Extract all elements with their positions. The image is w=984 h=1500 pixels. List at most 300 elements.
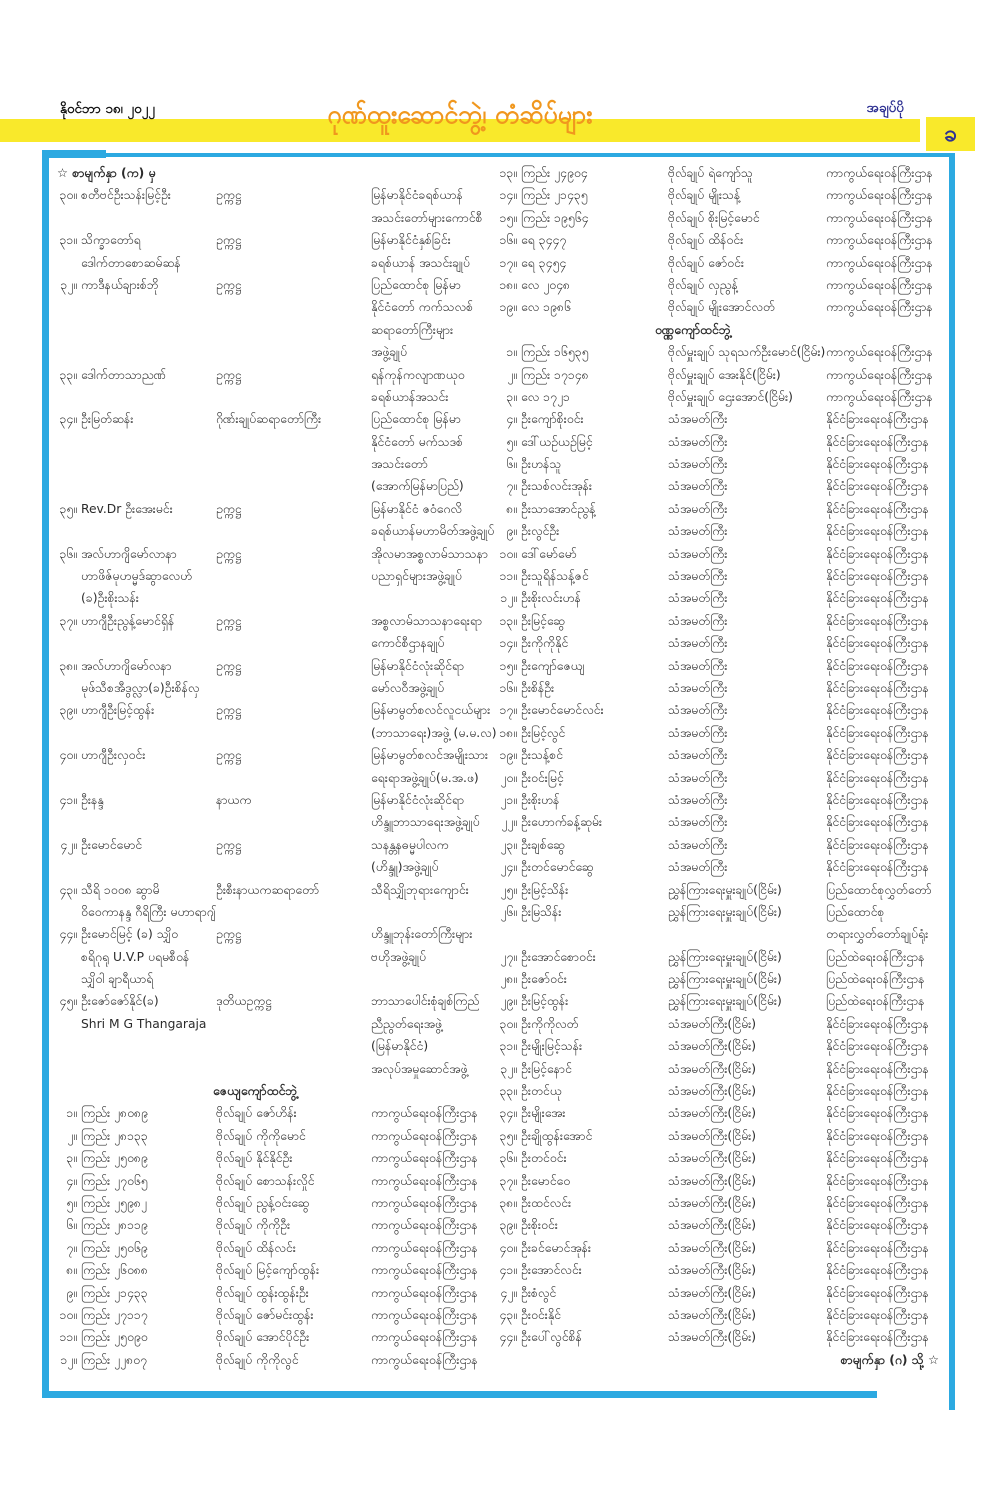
frame-top-corner-bar bbox=[42, 150, 106, 158]
organization: နိုင်ငံခြားရေးဝန်ကြီးဌာန bbox=[826, 815, 929, 830]
table-row bbox=[55, 1147, 497, 1169]
table-row bbox=[55, 543, 497, 565]
name-or-id: ကာဒီနယ်ချားစ်ဘို bbox=[81, 277, 159, 292]
row-number: ၃၅။ bbox=[59, 501, 77, 516]
organization: ပြည်ထဲရေးဝန်ကြီးဌာန bbox=[826, 994, 925, 1009]
row-number: ၃၇။ bbox=[59, 613, 77, 628]
organization: တရားလွှတ်တော်ချုပ်ရုံး bbox=[826, 927, 929, 942]
organization: ဟိန္ဒူဘာသာရေးအဖွဲ့ချုပ် bbox=[371, 815, 480, 830]
table-row bbox=[497, 1013, 949, 1035]
name-or-id: ဒေါ်ယဉ်ယဉ်မြင့် bbox=[521, 434, 593, 449]
name-or-id: ကြည်း ၁၇၁၄၈ bbox=[521, 367, 589, 382]
rank-or-role: ညွှန်ကြားရေးမှူးချုပ်(ငြိမ်း) bbox=[668, 994, 782, 1009]
name-or-id: ဦးမြသိန်း bbox=[521, 904, 562, 919]
table-row bbox=[497, 744, 949, 766]
name-or-id bbox=[521, 923, 668, 945]
organization: ကာကွယ်ရေးဝန်ကြီးဌာန bbox=[826, 255, 933, 270]
name-or-id: ဦးသာအောင်ညွန့် bbox=[521, 501, 596, 516]
name-or-id: ဦးခင်မောင်အုန်း bbox=[521, 1240, 592, 1255]
table-row bbox=[55, 767, 497, 789]
row-number: ၁၃။ bbox=[499, 166, 517, 180]
table-row bbox=[55, 565, 497, 587]
organization: နိုင်ငံခြားရေးဝန်ကြီးဌာန bbox=[826, 1061, 929, 1076]
table-row bbox=[55, 722, 497, 744]
organization: ခရစ်ယာန်အသင်း bbox=[371, 389, 449, 404]
name-or-id: စရိဂုရု U.V.P ပရမစီဝန် bbox=[81, 949, 190, 964]
rank-or-role: သံအမတ်ကြီး bbox=[668, 815, 728, 830]
page-number-box: ခ bbox=[926, 117, 975, 151]
table-row bbox=[497, 184, 949, 206]
table-row bbox=[497, 834, 949, 856]
name-or-id bbox=[81, 341, 216, 363]
table-row bbox=[55, 1170, 497, 1192]
row-number bbox=[55, 475, 81, 497]
row-number: ၂၁။ bbox=[500, 792, 517, 807]
organization bbox=[371, 901, 497, 923]
rank-or-role: ဗိုလ်ချုပ် ထွန်းထွန်းဦး bbox=[216, 1285, 309, 1300]
row-number bbox=[55, 431, 81, 453]
row-number: ၇။ bbox=[506, 479, 517, 494]
organization: ကာကွယ်ရေးဝန်ကြီးဌာန bbox=[371, 1307, 478, 1322]
name-or-id: ဦးဝင်းမြင့် bbox=[521, 770, 564, 785]
row-number: ၂၀။ bbox=[500, 770, 517, 785]
table-row bbox=[497, 1058, 949, 1080]
name-or-id: ဦးသစ်လင်းအုန်း bbox=[521, 479, 592, 494]
organization: သီရိသျှိုဘုရားကျောင်း bbox=[371, 882, 469, 897]
rank-or-role: ဒုတိယဥက္ကဋ္ဌ bbox=[216, 994, 272, 1009]
name-or-id: ဦးချိုထွန်းအောင် bbox=[521, 1128, 593, 1143]
rank-or-role: ဥက္ကဋ္ဌ bbox=[216, 658, 242, 673]
section-heading: ဝဏ္ဏကျော်ထင်ဘွဲ့ bbox=[655, 322, 731, 337]
name-or-id: ဦးအောင်စောဝင်း bbox=[521, 949, 596, 964]
table-row bbox=[497, 1147, 949, 1169]
right-column bbox=[497, 162, 949, 1371]
row-number: ၂။ bbox=[507, 367, 517, 382]
organization: ကာကွယ်ရေးဝန်ကြီးဌာန bbox=[371, 1128, 478, 1143]
name-or-id: ဦးသူရိန်သန့်ဇင် bbox=[521, 569, 589, 584]
name-or-id: ကြည်း ၂၈၁၁၉ bbox=[81, 1218, 148, 1233]
organization: ရေးရာအဖွဲ့ချုပ်(မ.အ.ဖ) bbox=[371, 770, 479, 785]
row-number bbox=[55, 1035, 81, 1057]
name-or-id: ဦးကိုကိုနိုင် bbox=[521, 636, 569, 651]
organization: နိုင်ငံခြားရေးဝန်ကြီးဌာန bbox=[826, 703, 929, 718]
rank-or-role: သံအမတ်ကြီး bbox=[668, 434, 728, 449]
row-number: ၁၅။ bbox=[499, 210, 517, 225]
name-or-id: ဦးမြတ်ဆန်း bbox=[81, 412, 134, 427]
row-number: ၃။ bbox=[66, 1151, 77, 1166]
rank-or-role: သံအမတ်ကြီး(ငြိမ်း) bbox=[668, 1195, 757, 1210]
organization: မြန်မာနိုင်ငံနှစ်ခြင်း bbox=[371, 233, 451, 248]
name-or-id bbox=[81, 520, 216, 542]
name-or-id bbox=[81, 632, 216, 654]
rank-or-role: ဗိုလ်ချုပ် ရဲကျော်သူ bbox=[668, 166, 753, 180]
rank-or-role: သံအမတ်ကြီး bbox=[668, 725, 728, 740]
row-number: ၃၄။ bbox=[59, 412, 77, 427]
name-or-id: ဦးဟောက်ခန့်ဆုမ်း bbox=[521, 815, 603, 830]
name-or-id: ဦးမြင့်နောင် bbox=[521, 1061, 572, 1076]
organization: ကာကွယ်ရေးဝန်ကြီးဌာန bbox=[826, 233, 933, 248]
name-or-id: ဦးစံလွင် bbox=[521, 1285, 557, 1300]
row-number: ၂၇။ bbox=[500, 949, 517, 964]
organization: နိုင်ငံခြားရေးဝန်ကြီးဌာန bbox=[826, 1106, 929, 1121]
organization: မြန်မာနိုင်ငံခရစ်ယာန် bbox=[371, 188, 463, 203]
table-row bbox=[55, 789, 497, 811]
name-or-id: ဦးမောင်ဝေ bbox=[521, 1173, 571, 1188]
name-or-id bbox=[81, 475, 216, 497]
table-row bbox=[497, 252, 949, 274]
row-number: ၂၄။ bbox=[500, 860, 517, 875]
table-row bbox=[497, 1192, 949, 1214]
organization: နိုင်ငံခြားရေးဝန်ကြီးဌာန bbox=[826, 524, 929, 539]
organization: နိုင်ငံခြားရေးဝန်ကြီးဌာန bbox=[826, 457, 929, 472]
organization: နိုင်ငံခြားရေးဝန်ကြီးဌာန bbox=[826, 837, 929, 852]
row-number bbox=[55, 811, 81, 833]
rank-or-role bbox=[216, 587, 371, 609]
name-or-id bbox=[81, 296, 216, 318]
row-number: ၁၁။ bbox=[499, 569, 517, 584]
name-or-id: ကြည်း ၁၆၅၃၅ bbox=[521, 345, 589, 360]
rank-or-role bbox=[216, 856, 371, 878]
rank-or-role: သံအမတ်ကြီး(ငြိမ်း) bbox=[668, 1240, 757, 1255]
table-row bbox=[497, 1282, 949, 1304]
name-or-id: ကြည်း ၂၁၄၃၅ bbox=[521, 188, 588, 203]
name-or-id bbox=[81, 767, 216, 789]
rank-or-role: ဗိုလ်မှူးချုပ် သုရသက်ဦးမောင်(ငြိမ်း) bbox=[668, 345, 826, 360]
rank-or-role: သံအမတ်ကြီး bbox=[668, 524, 728, 539]
rank-or-role: သံအမတ်ကြီး bbox=[668, 680, 728, 695]
row-number: ၃၉။ bbox=[59, 703, 77, 718]
organization: မြန်မာနိုင်ငံလုံးဆိုင်ရာ bbox=[371, 792, 465, 807]
rank-or-role: ဗိုလ်ချုပ် ဇော်ဝင်း bbox=[668, 255, 744, 270]
row-number: ၃၁။ bbox=[499, 1039, 517, 1054]
rank-or-role: ဗိုလ်မှူးချုပ် ဌေးအောင်(ငြိမ်း) bbox=[668, 389, 793, 404]
row-number bbox=[55, 252, 81, 274]
rank-or-role: သံအမတ်ကြီး(ငြိမ်း) bbox=[668, 1084, 757, 1099]
name-or-id: လေ ၁၉၈၆ bbox=[521, 300, 571, 315]
organization: နိုင်ငံခြားရေးဝန်ကြီးဌာန bbox=[826, 680, 929, 695]
organization: ပြည်ထောင်စု မြန်မာ bbox=[371, 412, 461, 427]
table-row bbox=[55, 341, 497, 363]
rank-or-role bbox=[216, 1035, 371, 1057]
name-or-id: ကြည်း ၂၅၀၆၉ bbox=[81, 1240, 148, 1255]
rank-or-role: သံအမတ်ကြီး(ငြိမ်း) bbox=[668, 1061, 757, 1076]
organization: ဗဟိုအဖွဲ့ချုပ် bbox=[371, 949, 427, 964]
table-row bbox=[55, 1282, 497, 1304]
row-number: ၁၂။ bbox=[60, 1352, 77, 1367]
table-row bbox=[497, 453, 949, 475]
row-number: ၁၁။ bbox=[59, 1330, 77, 1345]
rank-or-role: ဗိုလ်ချုပ် ဇော်ဟိန်း bbox=[216, 1106, 297, 1121]
row-number: ၄၃။ bbox=[59, 882, 77, 897]
table-row bbox=[55, 475, 497, 497]
table-row bbox=[497, 1170, 949, 1192]
rank-or-role: သံအမတ်ကြီး(ငြိမ်း) bbox=[668, 1039, 757, 1054]
row-number: ၃၀။ bbox=[59, 188, 77, 203]
rank-or-role: ဥက္ကဋ္ဌ bbox=[216, 546, 242, 561]
row-number: ၂၉။ bbox=[500, 994, 517, 1009]
organization: ကာကွယ်ရေးဝန်ကြီးဌာန bbox=[371, 1195, 478, 1210]
name-or-id: ဦးမောင်မြင့် (ခ) သျှိဝ bbox=[81, 927, 178, 942]
rank-or-role: ဗိုလ်ချုပ် ကိုကိုလွင် bbox=[216, 1352, 299, 1367]
row-number: ၇။ bbox=[66, 1240, 77, 1255]
table-row bbox=[497, 229, 949, 251]
organization: နိုင်ငံခြားရေးဝန်ကြီးဌာန bbox=[826, 501, 929, 516]
row-number bbox=[55, 453, 81, 475]
organization: နိုင်ငံခြားရေးဝန်ကြီးဌာန bbox=[826, 1330, 929, 1345]
name-or-id: ကြည်း ၂၈၁၃၃ bbox=[81, 1128, 148, 1143]
organization: နိုင်ငံခြားရေးဝန်ကြီးဌာန bbox=[826, 479, 929, 494]
table-row bbox=[55, 1237, 497, 1259]
organization: ကာကွယ်ရေးဝန်ကြီးဌာန bbox=[826, 166, 933, 180]
table-frame bbox=[42, 150, 955, 1398]
organization: ကာကွယ်ရေးဝန်ကြီးဌာန bbox=[371, 1218, 478, 1233]
rank-or-role: သံအမတ်ကြီး(ငြိမ်း) bbox=[668, 1263, 757, 1278]
row-number: ၁၆။ bbox=[499, 680, 517, 695]
name-or-id: ဦးလွင်ဦး bbox=[521, 524, 560, 539]
table-row bbox=[55, 296, 497, 318]
name-or-id: ဦးစိုးဟန် bbox=[521, 792, 560, 807]
frame-top-bar bbox=[106, 153, 955, 157]
left-column bbox=[55, 162, 497, 1371]
rank-or-role: သံအမတ်ကြီး(ငြိမ်း) bbox=[668, 1307, 757, 1322]
name-or-id: ဦးနန္ဒ bbox=[81, 792, 104, 807]
table-row bbox=[55, 632, 497, 654]
table-row bbox=[55, 990, 497, 1012]
rank-or-role: သံအမတ်ကြီး(ငြိမ်း) bbox=[668, 1330, 757, 1345]
row-number bbox=[55, 722, 81, 744]
organization: အသင်းတော် bbox=[371, 457, 428, 472]
row-number: ၃၃။ bbox=[499, 1084, 517, 1099]
rank-or-role: ဗိုလ်ချုပ် မျိုးအောင်လတ် bbox=[668, 300, 775, 315]
name-or-id: ဒေါက်တာသာညဏ် bbox=[81, 367, 167, 382]
table-row bbox=[55, 1214, 497, 1236]
rank-or-role: သံအမတ်ကြီး bbox=[668, 591, 728, 606]
frame-right-bar bbox=[949, 153, 955, 1410]
frame-bottom-bar bbox=[42, 1391, 877, 1398]
table-row bbox=[497, 677, 949, 699]
name-or-id: ကြည်း ၂၆၀၈၈ bbox=[81, 1263, 148, 1278]
organization: ကာကွယ်ရေးဝန်ကြီးဌာန bbox=[826, 345, 933, 360]
rank-or-role: ဥက္ကဋ္ဌ bbox=[216, 233, 242, 248]
name-or-id: ဦးဝင်းနိုင် bbox=[521, 1307, 561, 1322]
row-number: ၄၂။ bbox=[60, 837, 77, 852]
rank-or-role: သံအမတ်ကြီး bbox=[668, 860, 728, 875]
row-number: ၁၅။ bbox=[499, 658, 517, 673]
name-or-id: မုဖ်သီစအီဒွလ္လာ(ခ)ဦးစိန်လှ bbox=[81, 680, 200, 695]
organization: နိုင်ငံခြားရေးဝန်ကြီးဌာန bbox=[826, 1128, 929, 1143]
rank-or-role bbox=[216, 252, 371, 274]
row-number: ၄။ bbox=[506, 412, 517, 427]
row-number: ၄၃။ bbox=[499, 1307, 517, 1322]
table-row bbox=[497, 1259, 949, 1281]
rank-or-role: သံအမတ်ကြီး(ငြိမ်း) bbox=[668, 1128, 757, 1143]
name-or-id: ဦးမောင်မောင် bbox=[81, 837, 143, 852]
table-row bbox=[55, 901, 497, 923]
name-or-id: စတီဗင်ဦးသန်းမြင့်ဦး bbox=[81, 188, 171, 203]
organization: ပြည်ထောင်စု bbox=[826, 904, 885, 919]
row-number: ၃၂။ bbox=[60, 277, 77, 292]
rank-or-role: ဗိုလ်ချုပ် ညွန့်ဝင်းဆွေ bbox=[216, 1195, 310, 1210]
rank-or-role: ဥက္ကဋ္ဌ bbox=[216, 367, 242, 382]
rank-or-role: သံအမတ်ကြီး bbox=[668, 569, 728, 584]
rank-or-role bbox=[216, 901, 371, 923]
table-row bbox=[497, 1304, 949, 1326]
name-or-id: ကြည်း ၂၄၉၀၄ bbox=[521, 166, 588, 180]
name-or-id: ကြည်း ၂၇၁၁၇ bbox=[81, 1307, 148, 1322]
organization: ကာကွယ်ရေးဝန်ကြီးဌာန bbox=[371, 1285, 478, 1300]
table-row bbox=[55, 498, 497, 520]
table-row bbox=[497, 587, 949, 609]
name-or-id: ကြည်း ၂၇၀၆၅ bbox=[81, 1173, 148, 1188]
rank-or-role bbox=[216, 341, 371, 363]
name-or-id: Shri M G Thangaraja bbox=[81, 1016, 207, 1031]
row-number bbox=[55, 565, 81, 587]
row-number: ၁၈။ bbox=[499, 725, 517, 740]
table-row bbox=[497, 296, 949, 318]
row-number: ၃၈။ bbox=[59, 658, 77, 673]
name-or-id: ကြည်း ၂၅၀၉၀ bbox=[81, 1330, 148, 1345]
table-row bbox=[55, 856, 497, 878]
table-row bbox=[55, 319, 497, 341]
table-row bbox=[497, 520, 949, 542]
row-number: ၃၉။ bbox=[499, 1218, 517, 1233]
name-or-id: ဟာဖိဇ်မုဟမ္မဒ်ဆွာလေဟ် bbox=[81, 569, 193, 584]
row-number: ၃၆။ bbox=[59, 546, 77, 561]
organization: ပြည်ထောင်စုလွှတ်တော် bbox=[826, 882, 932, 897]
organization: နိုင်ငံခြားရေးဝန်ကြီးဌာန bbox=[826, 1151, 929, 1166]
organization: (အောက်မြန်မာပြည်) bbox=[371, 479, 464, 494]
name-or-id: သီရိ ၁၀၀၈ ဆွာမိ bbox=[81, 882, 160, 897]
organization: အဖွဲ့ချုပ် bbox=[371, 345, 407, 360]
table-row bbox=[497, 879, 949, 901]
table-row bbox=[55, 1326, 497, 1348]
name-or-id: ဦးစိုးလင်းဟန် bbox=[521, 591, 581, 606]
name-or-id: ဦးစိုးဝင်း bbox=[521, 1218, 558, 1233]
table-row bbox=[55, 207, 497, 229]
rank-or-role: ဗိုလ်ချုပ် ဇော်မင်းထွန်း bbox=[216, 1307, 314, 1322]
row-number bbox=[55, 1013, 81, 1035]
row-number: ၁၈။ bbox=[499, 277, 517, 292]
organization bbox=[371, 587, 497, 609]
name-or-id: ဦးတင်မောင်ဆွေ bbox=[521, 860, 594, 875]
name-or-id: လေ ၁၇၂၁ bbox=[521, 389, 570, 404]
organization: ကောင်စီဌာနချုပ် bbox=[371, 636, 445, 651]
rank-or-role: သံအမတ်ကြီး bbox=[668, 457, 728, 472]
table-row bbox=[55, 1013, 497, 1035]
row-number bbox=[55, 856, 81, 878]
table-row bbox=[55, 252, 497, 274]
organization: ခရစ်ယာန် အသင်းချုပ် bbox=[371, 255, 470, 270]
table-row bbox=[497, 990, 949, 1012]
rank-or-role bbox=[216, 207, 371, 229]
row-number: ၁၂။ bbox=[500, 591, 517, 606]
name-or-id: ဒေါ်မော်မော် bbox=[521, 546, 577, 561]
rank-or-role: သံအမတ်ကြီး(ငြိမ်း) bbox=[668, 1106, 757, 1121]
organization: နိုင်ငံခြားရေးဝန်ကြီးဌာန bbox=[826, 546, 929, 561]
organization: ပြည်ထဲရေးဝန်ကြီးဌာန bbox=[826, 972, 925, 987]
row-number: ၄၀။ bbox=[499, 1240, 517, 1255]
name-or-id bbox=[81, 453, 216, 475]
table-row bbox=[497, 699, 949, 721]
organization: ကာကွယ်ရေးဝန်ကြီးဌာန bbox=[371, 1330, 478, 1345]
row-number: ၃၈။ bbox=[499, 1195, 517, 1210]
row-number: ၉။ bbox=[506, 524, 517, 539]
rank-or-role: သံအမတ်ကြီး bbox=[668, 479, 728, 494]
row-number: ၁၃။ bbox=[499, 613, 517, 628]
rank-or-role bbox=[216, 475, 371, 497]
table-row bbox=[55, 1035, 497, 1057]
row-number: ၈။ bbox=[506, 501, 517, 516]
name-or-id: ကြည်း ၂၁၄၃၃ bbox=[81, 1285, 148, 1300]
organization: ဟိန္ဒူဘုန်းတော်ကြီးများ bbox=[371, 927, 473, 942]
organization: ဆရာတော်ကြီးများ bbox=[371, 322, 454, 337]
row-number bbox=[55, 319, 81, 341]
row-number: ၁၀။ bbox=[499, 546, 517, 561]
organization: ညီညွတ်ရေးအဖွဲ့ bbox=[371, 1016, 442, 1031]
name-or-id: ဦးမျိုးမြင့်သန်း bbox=[521, 1039, 583, 1054]
name-or-id bbox=[81, 207, 216, 229]
rank-or-role bbox=[216, 677, 371, 699]
organization: အသင်းတော်များကောင်စီ bbox=[371, 210, 483, 225]
table-row bbox=[497, 543, 949, 565]
name-or-id: ဦးမောင်မောင်လင်း bbox=[521, 703, 604, 718]
rank-or-role: ဗိုလ်ချုပ် မြင့်ကျော်ထွန်း bbox=[216, 1263, 320, 1278]
organization: နိုင်ငံခြားရေးဝန်ကြီးဌာန bbox=[826, 1173, 929, 1188]
row-number: ၄၀။ bbox=[59, 748, 77, 763]
name-or-id bbox=[81, 1058, 216, 1080]
organization: မြန်မာနိုင်ငံ ဇဝံဂေလိ bbox=[371, 501, 462, 516]
name-or-id: အလ်ဟာဂျိမော်လနာ bbox=[81, 658, 172, 673]
table-row bbox=[55, 386, 497, 408]
row-number: ၁။ bbox=[66, 1106, 77, 1121]
rank-or-role: ဥက္ကဋ္ဌ bbox=[216, 703, 242, 718]
name-or-id bbox=[81, 811, 216, 833]
organization: ရန်ကုန်ကလျာဏယုဝ bbox=[371, 367, 465, 382]
name-or-id: အလ်ဟာဂျိမော်လာနာ bbox=[81, 546, 177, 561]
rank-or-role bbox=[216, 453, 371, 475]
rank-or-role: သံအမတ်ကြီး bbox=[668, 613, 728, 628]
row-number: ၁၀။ bbox=[59, 1307, 77, 1322]
organization: မြန်မာမွတ်စလင်လူငယ်များ bbox=[371, 703, 491, 718]
name-or-id: ရေ ၃၄၅၄ bbox=[521, 255, 567, 270]
name-or-id bbox=[81, 722, 216, 744]
row-number bbox=[55, 296, 81, 318]
table-row bbox=[497, 1035, 949, 1057]
rank-or-role: သံအမတ်ကြီး bbox=[668, 748, 728, 763]
name-or-id: ဦးဟန်သူ bbox=[521, 457, 562, 472]
name-or-id: ဒေါက်တာစောဆမ်ဆန် bbox=[81, 255, 181, 270]
organization: နိုင်ငံခြားရေးဝန်ကြီးဌာန bbox=[826, 1218, 929, 1233]
organization: မော်လဝီအဖွဲ့ချုပ် bbox=[371, 680, 445, 695]
table-row bbox=[497, 856, 949, 878]
row-number: ၃၂။ bbox=[500, 1061, 517, 1076]
row-number bbox=[55, 1058, 81, 1080]
table-row bbox=[497, 1102, 949, 1124]
organization: နိုင်ငံခြားရေးဝန်ကြီးဌာန bbox=[826, 434, 929, 449]
table-row bbox=[55, 1349, 497, 1371]
row-number: ၂၆။ bbox=[500, 904, 517, 919]
organization: နိုင်ငံခြားရေးဝန်ကြီးဌာန bbox=[826, 1084, 929, 1099]
rank-or-role bbox=[216, 431, 371, 453]
rank-or-role bbox=[668, 923, 826, 945]
row-number bbox=[55, 946, 81, 968]
rank-or-role: သံအမတ်ကြီး bbox=[668, 792, 728, 807]
rank-or-role bbox=[216, 1058, 371, 1080]
name-or-id: ဦးကိုကိုလတ် bbox=[521, 1016, 579, 1031]
row-number: ၄၂။ bbox=[500, 1285, 517, 1300]
organization: ကာကွယ်ရေးဝန်ကြီးဌာန bbox=[826, 300, 933, 315]
row-number: ၃၁။ bbox=[59, 233, 77, 248]
